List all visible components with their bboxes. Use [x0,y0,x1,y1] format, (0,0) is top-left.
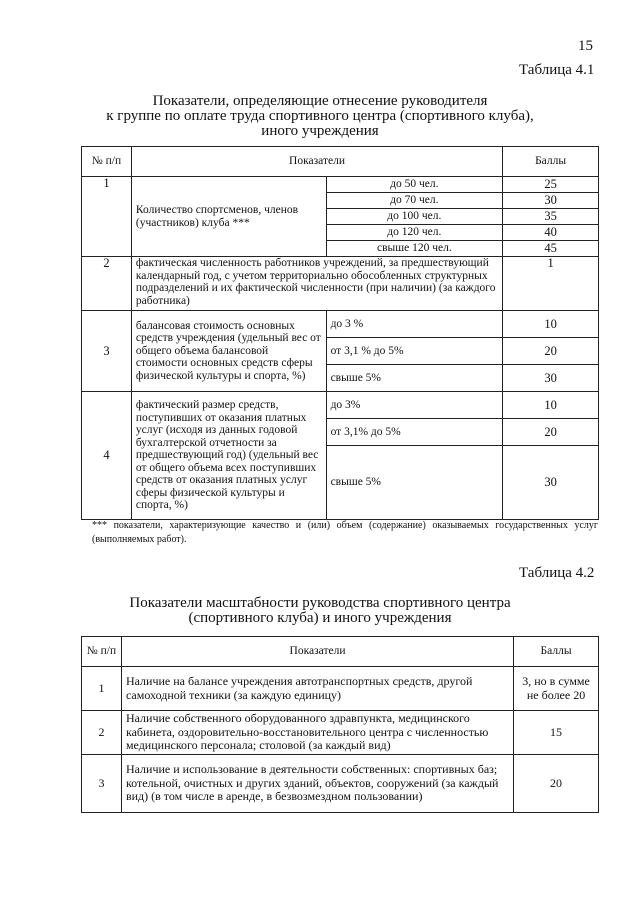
condition-cell: свыше 120 чел. [326,241,503,257]
points-cell: 10 [503,392,599,419]
page-number: 15 [578,38,593,54]
condition-cell: от 3,1% до 5% [326,419,503,446]
row-number: 3 [82,311,132,392]
table-title [0,596,640,626]
points-cell: 25 [503,177,599,193]
header-indicator: Показатели [131,147,502,177]
points-cell: 20 [503,338,599,365]
points-cell: 30 [503,193,599,209]
row-number: 2 [82,257,132,311]
title-line: Показатели масштабности руководства спортивного центра [129,595,511,611]
row-number: 1 [82,177,132,257]
points-cell: 1 [503,257,599,311]
points-cell: 35 [503,209,599,225]
row-number: 1 [82,667,122,711]
points-cell: 45 [503,241,599,257]
table-caption: Таблица 4.2 [519,565,595,581]
condition-cell: свыше 5% [326,446,503,520]
points-cell: 15 [514,711,599,755]
row-number: 4 [82,392,132,520]
points-cell: 10 [503,311,599,338]
row-text: Наличие на балансе учреждения автотранспортных средств, другой самоходной техники (за каждую единицу) [121,667,513,711]
points-cell: 20 [503,419,599,446]
condition-cell: до 3 % [326,311,503,338]
header-num: № п/п [82,147,132,177]
title-line: к группе по оплате труда спортивного центра (спортивного клуба), [106,108,534,124]
row-number: 2 [82,711,122,755]
condition-cell: до 50 чел. [326,177,503,193]
table-caption: Таблица 4.1 [519,62,595,78]
header-points: Баллы [514,637,599,667]
row-text: Наличие собственного оборудованного здравпункта, медицинского кабинета, оздоровительно-восстановительного центра с численностью медицинского персонала; столовой (за каждый вид) [121,711,513,755]
header-points: Баллы [503,147,599,177]
title-line: (спортивного клуба) и иного учреждения [188,610,452,626]
header-num: № п/п [82,637,122,667]
row-label: Количество спортсменов, членов (участников) клуба *** [131,177,326,257]
condition-cell: от 3,1 % до 5% [326,338,503,365]
title-line: Показатели, определяющие отнесение руководителя [152,93,488,109]
points-cell: 30 [503,446,599,520]
condition-cell: до 3% [326,392,503,419]
condition-cell: до 70 чел. [326,193,503,209]
points-cell: 30 [503,365,599,392]
table-title [0,94,640,139]
row-label: фактический размер средств, поступивших от оказания платных услуг (исходя из данных годовой бухгалтерской отчетности за предшествующий год) (удельный вес от общего объема всех поступивших средств от оказания платных услуг сферы физической культуры и спорта, %) [131,392,326,520]
row-label: фактическая численность работников учреждений, за предшествующий календарный год, с учетом территориально обособленных структурных подразделений и их фактической численности (при наличии) (за каждого работника) [131,257,502,311]
row-number: 3 [82,755,122,813]
condition-cell: до 100 чел. [326,209,503,225]
indicators-table [81,146,599,520]
row-label: балансовая стоимость основных средств учреждения (удельный вес от общего объема балансовой стоимости основных средств сферы физической культуры и спорта, %) [131,311,326,392]
scale-table [81,636,599,813]
points-cell: 20 [514,755,599,813]
points-cell: 40 [503,225,599,241]
title-line: иного учреждения [261,123,379,139]
condition-cell: до 120 чел. [326,225,503,241]
points-cell: 3, но в сумме не более 20 [514,667,599,711]
condition-cell: свыше 5% [326,365,503,392]
footnote: *** показатели, характеризующие качество и (или) объем (содержание) оказываемых государственных услуг (выполняемых работ). [92,520,598,545]
row-text: Наличие и использование в деятельности собственных: спортивных баз; котельной, очистных и других зданий, объектов, сооружений (за каждый вид) (в том числе в аренде, в безвозмездном пользовании) [121,755,513,813]
header-indicator: Показатели [121,637,513,667]
